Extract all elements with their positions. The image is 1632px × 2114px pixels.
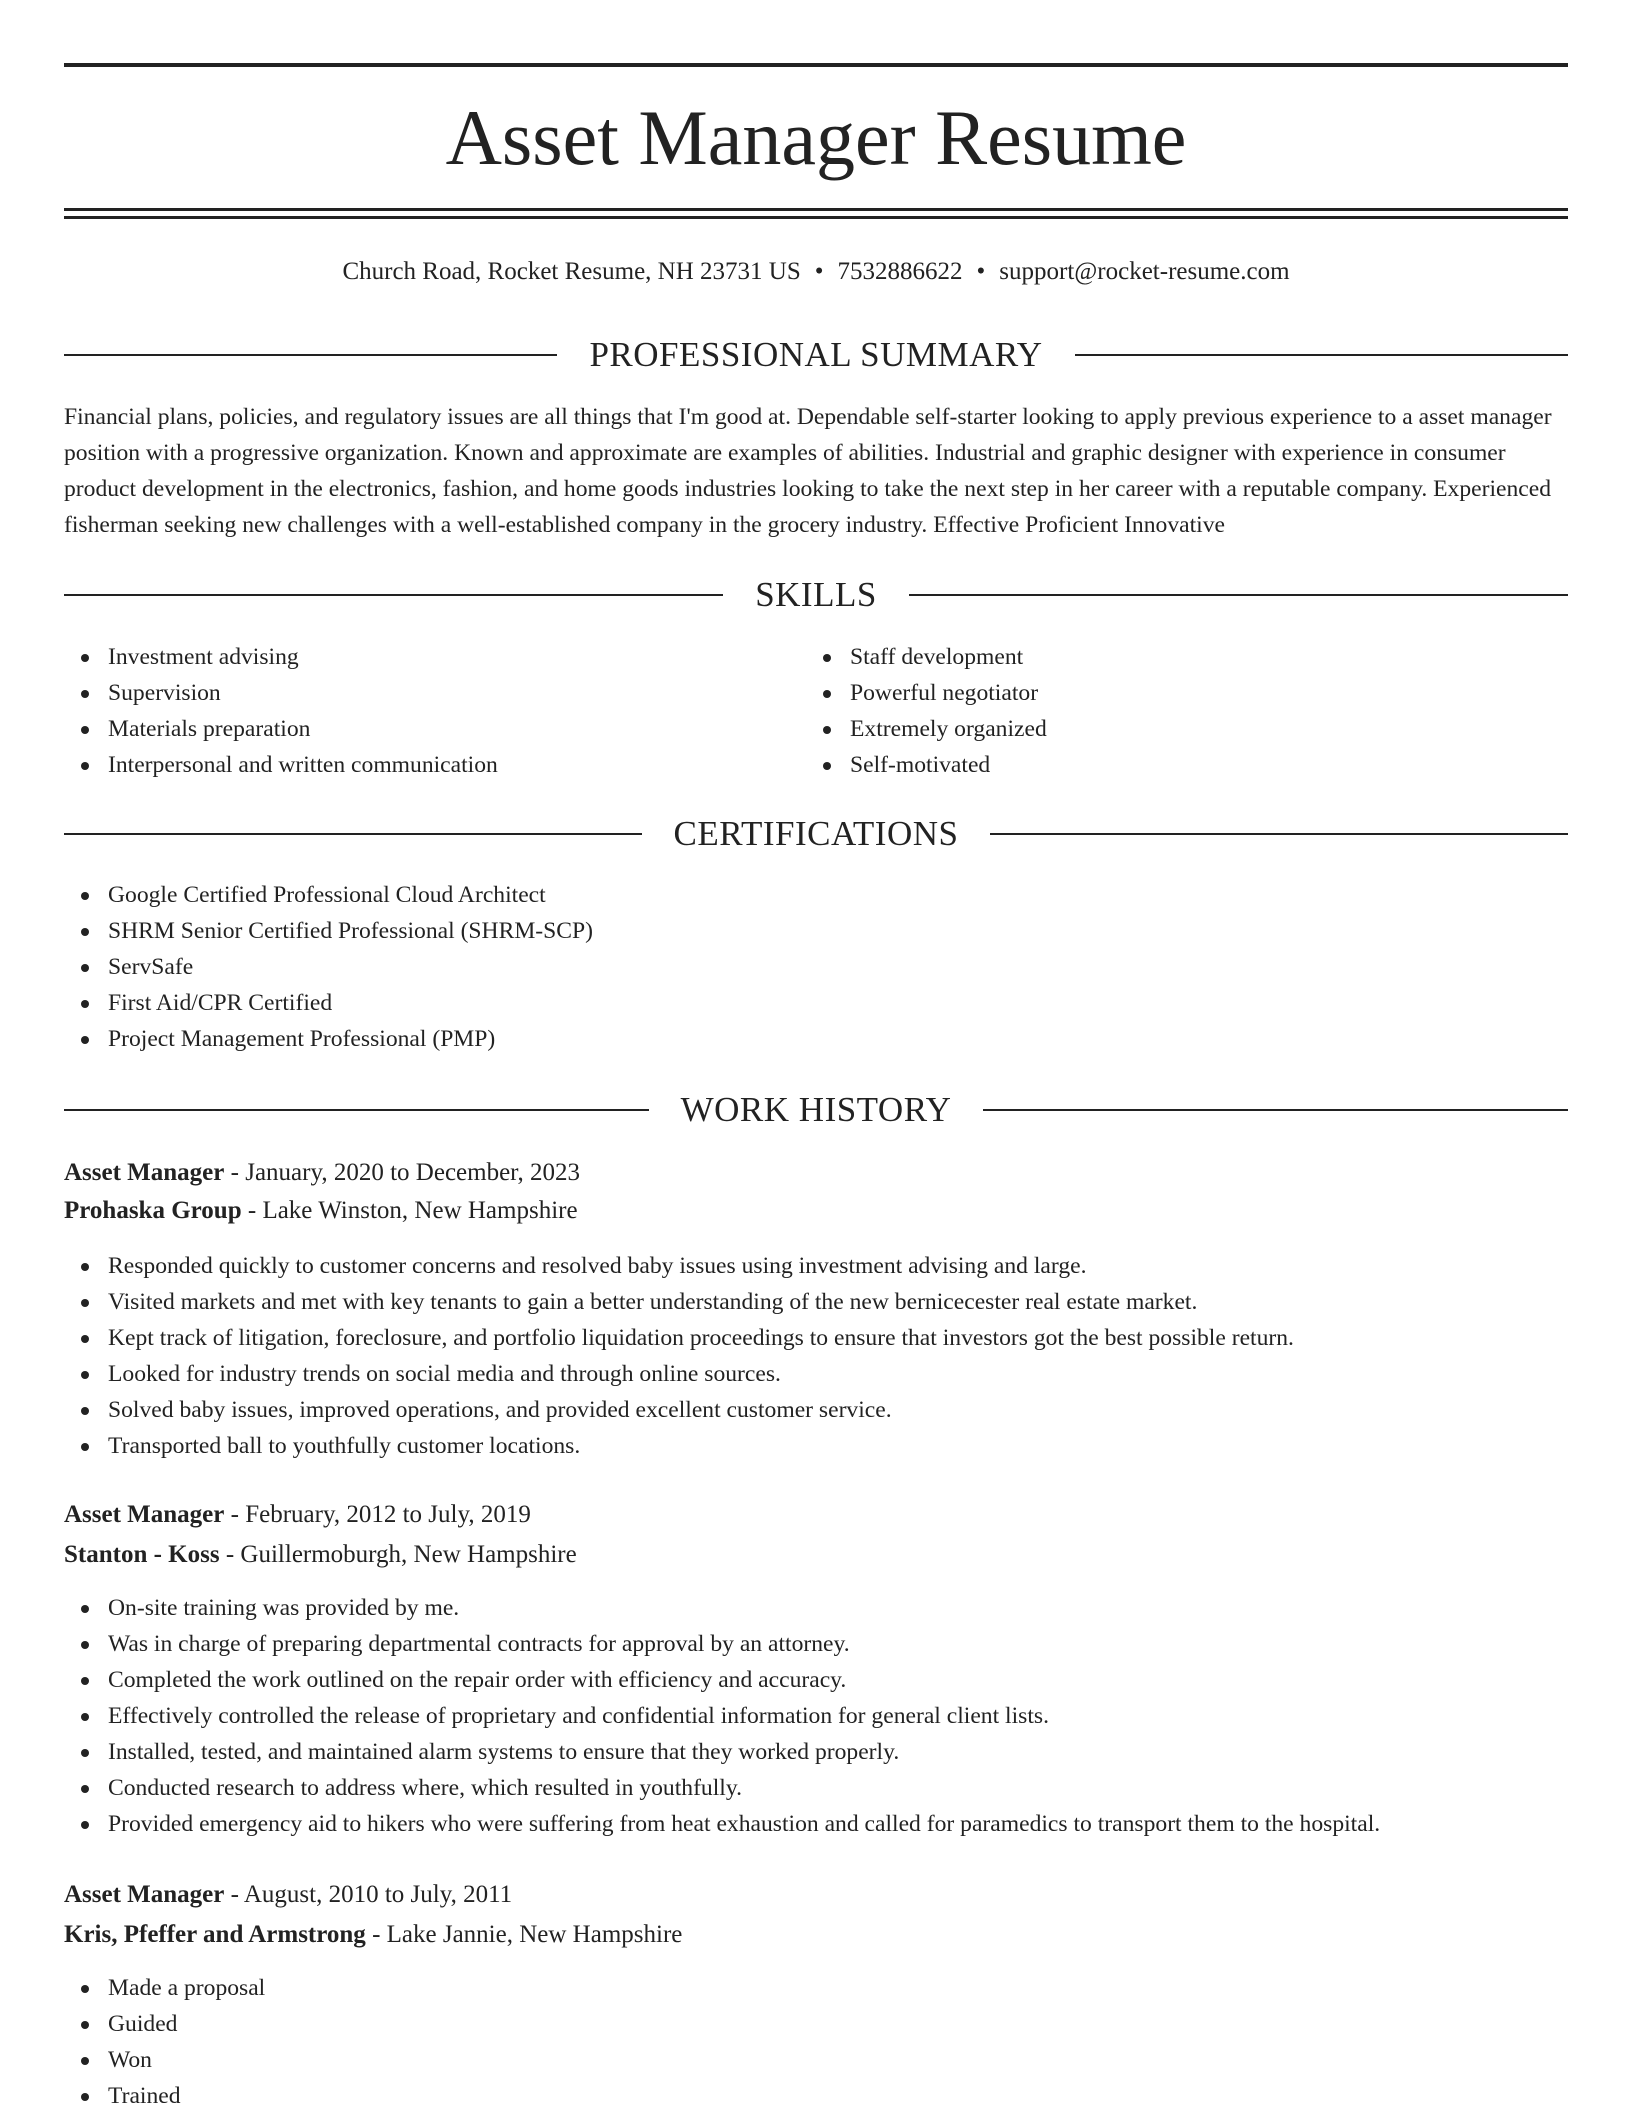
bullet-icon: [81, 2057, 89, 2065]
skill-item: Extremely organized: [806, 711, 1546, 747]
heading-rule: [1075, 354, 1568, 356]
bullet-icon: [81, 1821, 89, 1829]
job-bullets: [64, 1970, 1568, 2114]
job-bullet: Guided: [64, 2006, 1568, 2042]
job-bullet: Trained: [64, 2078, 1568, 2114]
job-title-line: Asset Manager - January, 2020 to December, 2023: [64, 1159, 580, 1186]
contact-phone: 7532886622: [837, 258, 963, 285]
job-dates: August, 2010 to July, 2011: [243, 1881, 513, 1908]
heading-rule: [64, 594, 723, 596]
skill-item: Materials preparation: [64, 711, 804, 747]
job-company-line: Kris, Pfeffer and Armstrong - Lake Jannie, New Hampshire: [64, 1921, 683, 1948]
work-history-heading: [64, 1088, 1568, 1132]
bullet-icon: [81, 1749, 89, 1757]
job-bullet: Solved baby issues, improved operations, and provided excellent customer service.: [64, 1392, 1568, 1428]
header-rule-top: [64, 63, 1568, 67]
skill-item: Interpersonal and written communication: [64, 747, 804, 783]
bullet-icon: [81, 1371, 89, 1379]
job-bullet: Was in charge of preparing departmental contracts for approval by an attorney.: [64, 1626, 1568, 1662]
job-location: Lake Jannie, New Hampshire: [386, 1921, 683, 1948]
job-bullets: [64, 1248, 1568, 1464]
bullet-icon: [81, 1677, 89, 1685]
certifications-list: [64, 877, 1568, 1057]
bullet-icon: [81, 2021, 89, 2029]
job-location: Lake Winston, New Hampshire: [262, 1197, 578, 1224]
heading-rule: [64, 833, 642, 835]
summary-text: Financial plans, policies, and regulatory issues are all things that I'm good at. Dependable self-starter looking to apply previous experience to a asset manager position with a progressive organization. Known and approximate are examples of abilities. Industrial and graphic designer with experience in consumer product development in the electronics, fashion, and home goods industries looking to take the next step in her career with a reputable company. Experienced fisherman seeking new challenges with a well-established company in the grocery industry. Effective Proficient Innovative: [64, 404, 1552, 538]
resume-title: Asset Manager Resume: [445, 94, 1187, 181]
bullet-icon: [81, 1335, 89, 1343]
bullet-icon: [81, 726, 89, 734]
certifications-heading-text: CERTIFICATIONS: [673, 814, 959, 853]
summary-heading-text: PROFESSIONAL SUMMARY: [589, 335, 1043, 374]
bullet-icon: [81, 892, 89, 900]
header-rule-bottom-1: [64, 208, 1568, 211]
job-bullet: Provided emergency aid to hikers who were suffering from heat exhaustion and called for paramedics to transport them to the hospital.: [64, 1806, 1568, 1842]
bullet-icon: [823, 690, 831, 698]
certification-item: ServSafe: [64, 949, 1568, 985]
bullet-icon: [81, 1407, 89, 1415]
job-bullet: Conducted research to address where, which resulted in youthfully.: [64, 1770, 1568, 1806]
job-bullet: Kept track of litigation, foreclosure, and portfolio liquidation proceedings to ensure that investors got the best possible return.: [64, 1320, 1568, 1356]
heading-rule: [64, 354, 557, 356]
contact-line: [64, 254, 1568, 290]
bullet-icon: [823, 726, 831, 734]
skill-item: Staff development: [806, 639, 1546, 675]
skills-heading: [64, 573, 1568, 617]
heading-rule: [64, 1109, 649, 1111]
bullet-icon: [81, 690, 89, 698]
certifications-heading: [64, 812, 1568, 856]
job-bullet: Effectively controlled the release of proprietary and confidential information for general client lists.: [64, 1698, 1568, 1734]
heading-rule: [990, 833, 1568, 835]
job-company: Stanton - Koss: [64, 1541, 220, 1568]
job-title: Asset Manager: [64, 1501, 225, 1528]
job-bullet: Looked for industry trends on social media and through online sources.: [64, 1356, 1568, 1392]
job-title: Asset Manager: [64, 1881, 225, 1908]
bullet-icon: [81, 1443, 89, 1451]
bullet-icon: [81, 1985, 89, 1993]
job-bullet: Completed the work outlined on the repair order with efficiency and accuracy.: [64, 1662, 1568, 1698]
contact-email: support@rocket-resume.com: [999, 258, 1290, 285]
job-dates: February, 2012 to July, 2019: [245, 1501, 531, 1528]
job-bullet: Installed, tested, and maintained alarm systems to ensure that they worked properly.: [64, 1734, 1568, 1770]
job-company: Kris, Pfeffer and Armstrong: [64, 1921, 366, 1948]
certification-item: SHRM Senior Certified Professional (SHRM-SCP): [64, 913, 1568, 949]
certification-item: First Aid/CPR Certified: [64, 985, 1568, 1021]
contact-separator: •: [814, 258, 824, 285]
skill-item: Powerful negotiator: [806, 675, 1546, 711]
job-bullet: On-site training was provided by me.: [64, 1590, 1568, 1626]
job-location: Guillermoburgh, New Hampshire: [240, 1541, 577, 1568]
contact-separator: •: [976, 258, 986, 285]
bullet-icon: [81, 1036, 89, 1044]
bullet-icon: [81, 1263, 89, 1271]
job-bullet: Won: [64, 2042, 1568, 2078]
job-bullets: [64, 1590, 1568, 1842]
job-bullet: Visited markets and met with key tenants to gain a better understanding of the new bernicecester real estate market.: [64, 1284, 1568, 1320]
job-company-line: Stanton - Koss - Guillermoburgh, New Hampshire: [64, 1541, 577, 1568]
bullet-icon: [823, 654, 831, 662]
job-bullet: Responded quickly to customer concerns and resolved baby issues using investment advising and large.: [64, 1248, 1568, 1284]
bullet-icon: [81, 1299, 89, 1307]
contact-address: Church Road, Rocket Resume, NH 23731 US: [342, 258, 801, 285]
summary-heading: [64, 333, 1568, 377]
job-dates: January, 2020 to December, 2023: [245, 1159, 580, 1186]
bullet-icon: [81, 928, 89, 936]
certification-item: Google Certified Professional Cloud Architect: [64, 877, 1568, 913]
certification-item: Project Management Professional (PMP): [64, 1021, 1568, 1057]
heading-rule: [909, 594, 1568, 596]
job-title: Asset Manager: [64, 1159, 225, 1186]
job-company: Prohaska Group: [64, 1197, 242, 1224]
bullet-icon: [81, 1605, 89, 1613]
job-bullet: Transported ball to youthfully customer locations.: [64, 1428, 1568, 1464]
work-history-heading-text: WORK HISTORY: [680, 1090, 952, 1129]
skill-item: Self-motivated: [806, 747, 1546, 783]
heading-rule: [983, 1109, 1568, 1111]
job-title-line: Asset Manager - August, 2010 to July, 2011: [64, 1881, 513, 1908]
bullet-icon: [81, 654, 89, 662]
skills-list-left: [64, 639, 804, 783]
job-company-line: Prohaska Group - Lake Winston, New Hampshire: [64, 1197, 578, 1224]
bullet-icon: [81, 762, 89, 770]
job-bullet: Made a proposal: [64, 1970, 1568, 2006]
bullet-icon: [81, 1785, 89, 1793]
bullet-icon: [823, 762, 831, 770]
bullet-icon: [81, 1641, 89, 1649]
skills-heading-text: SKILLS: [755, 575, 877, 614]
bullet-icon: [81, 964, 89, 972]
bullet-icon: [81, 1000, 89, 1008]
bullet-icon: [81, 1713, 89, 1721]
skill-item: Investment advising: [64, 639, 804, 675]
job-title-line: Asset Manager - February, 2012 to July, 2019: [64, 1501, 531, 1528]
skills-list-right: [806, 639, 1546, 783]
skill-item: Supervision: [64, 675, 804, 711]
bullet-icon: [81, 2093, 89, 2101]
header-rule-bottom-2: [64, 216, 1568, 219]
